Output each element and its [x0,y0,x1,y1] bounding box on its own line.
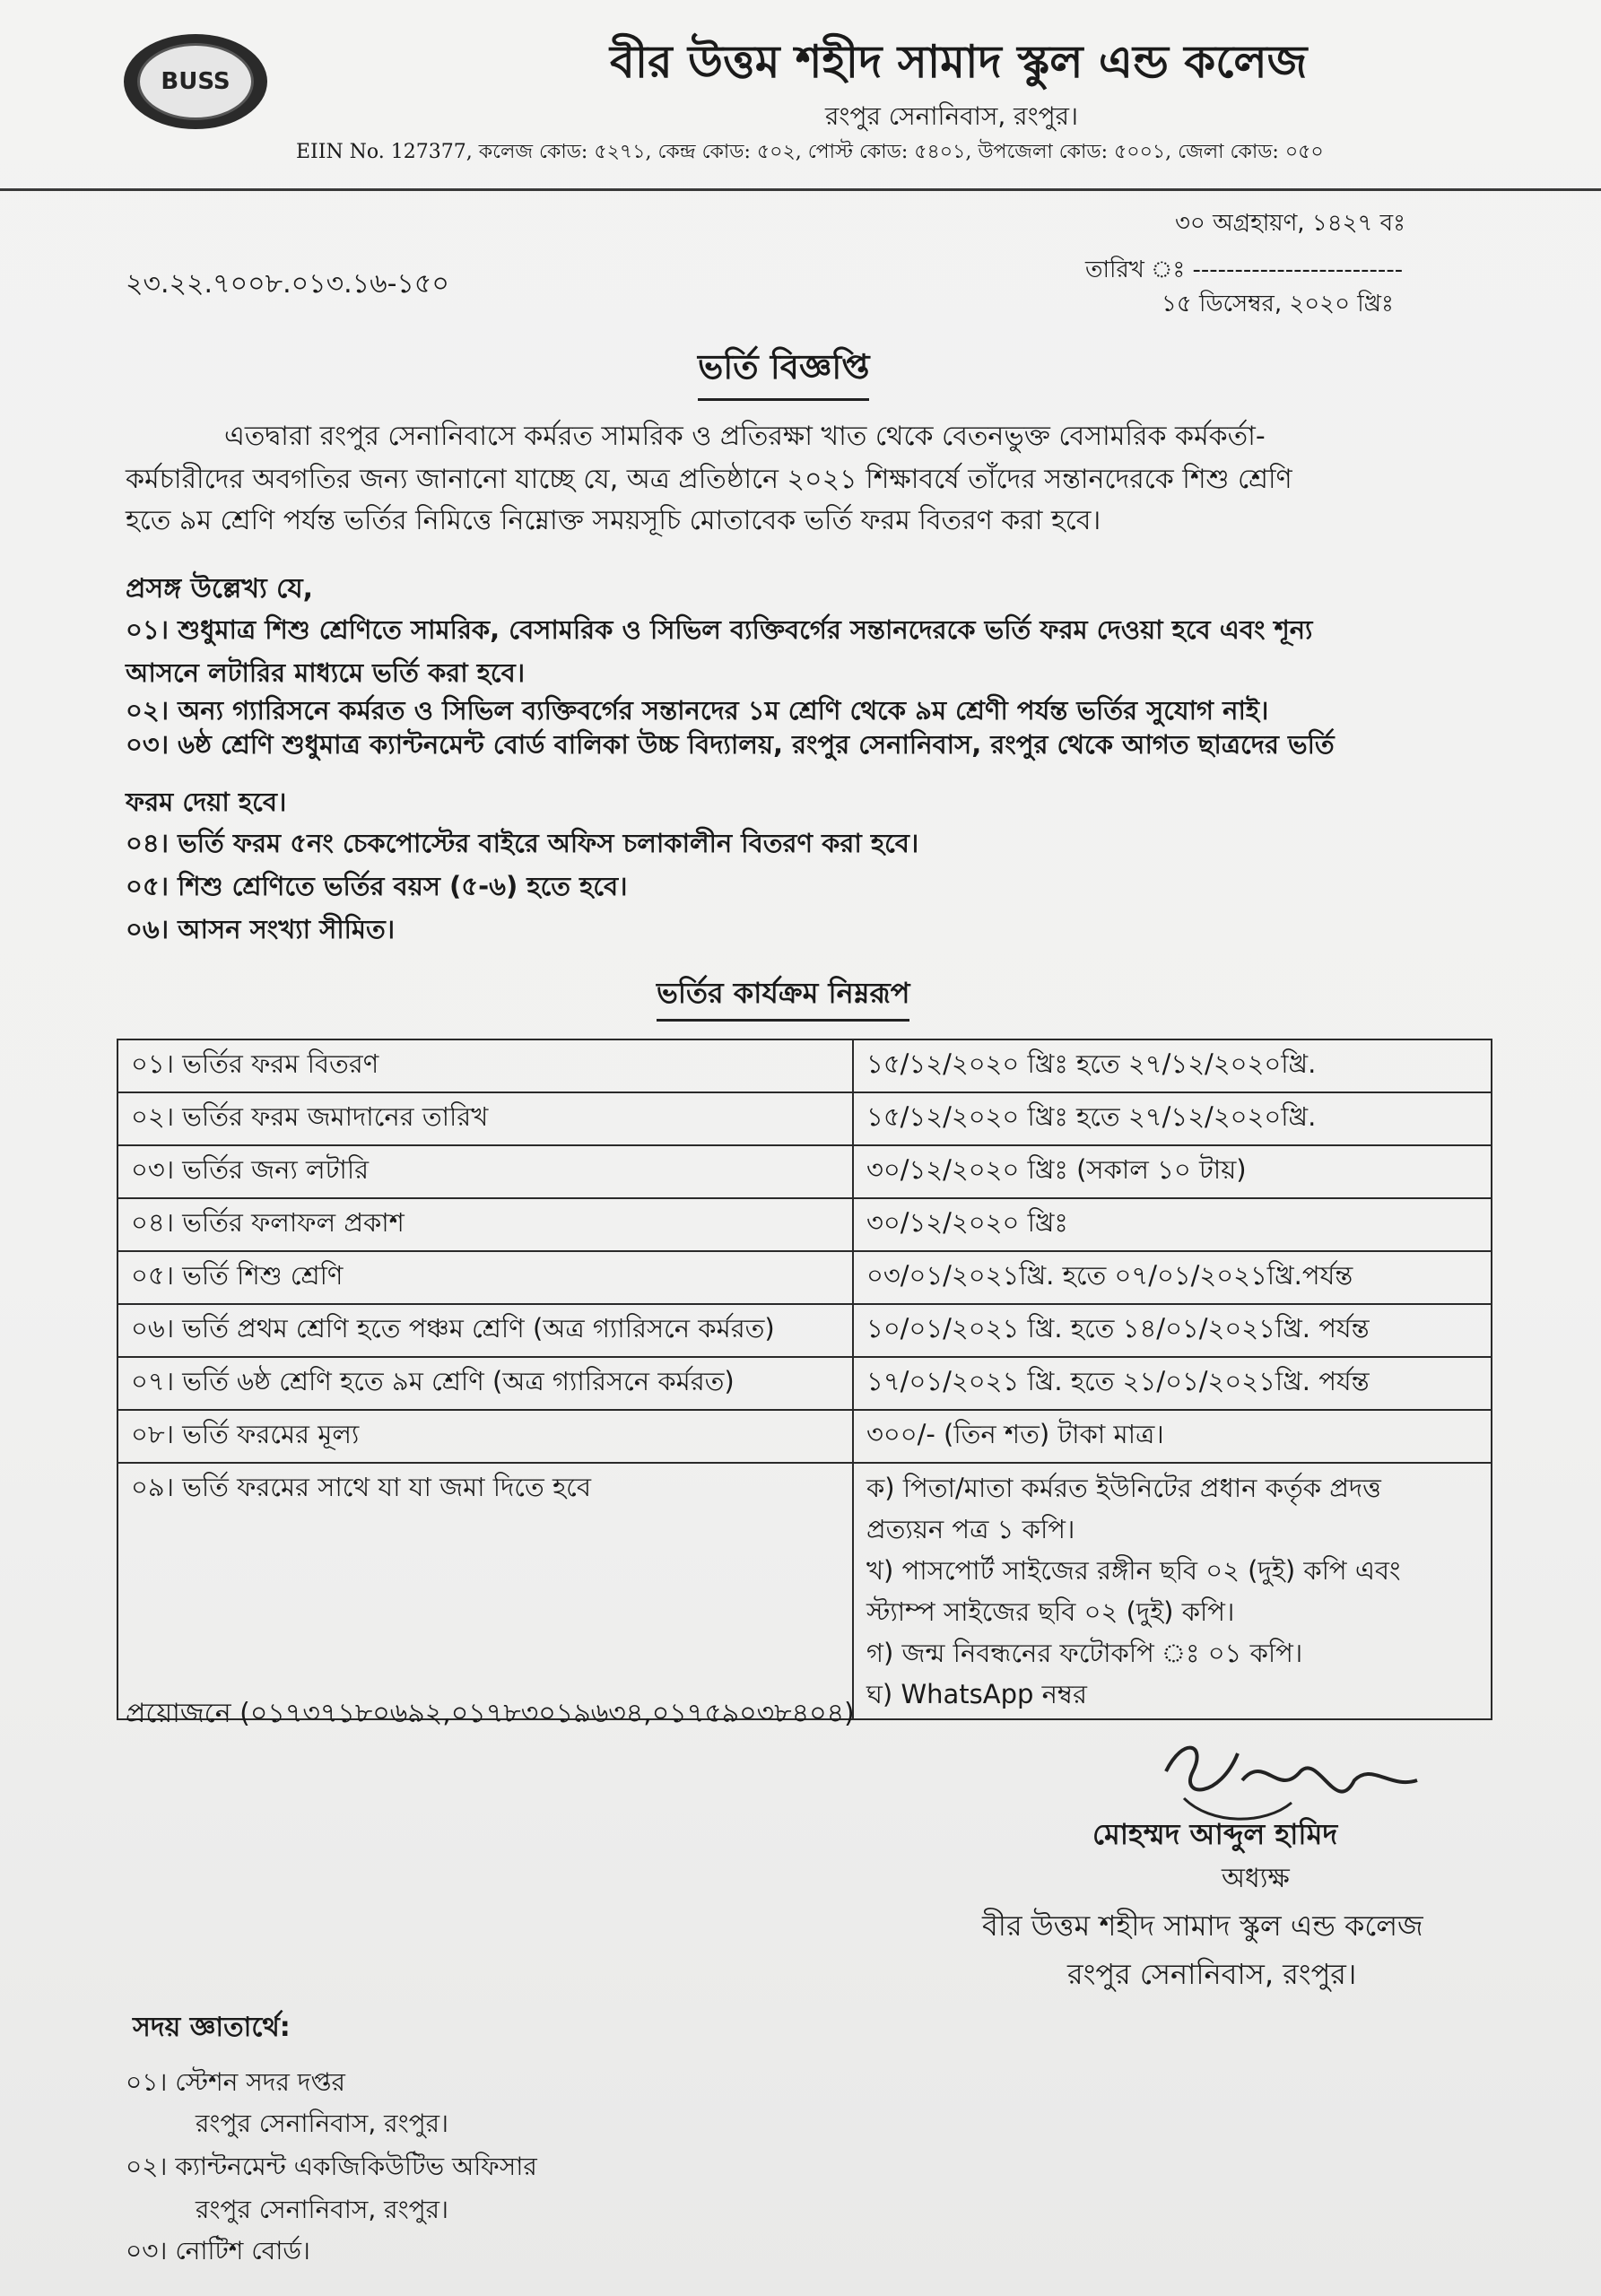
distribution-line: রংপুর সেনানিবাস, রংপুর। [196,2195,449,2224]
schedule-value: ১৭/০১/২০২১ খ্রি. হতে ২১/০১/২০২১খ্রি. পর্যন্ত [853,1357,1492,1410]
schedule-row [117,1145,1492,1198]
point-line: ০৬। আসন সংখ্যা সীমিত। [126,914,396,944]
date-bangla: ৩০ অগ্রহায়ণ, ১৪২৭ বঃ [1175,210,1405,237]
point-line: ০৪। ভর্তি ফরম ৫নং চেকপোস্টের বাইরে অফিস চলাকালীন বিতরণ করা হবে। [126,828,919,858]
header-divider [0,188,1601,191]
signatory-designation: অধ্যক্ষ [1222,1863,1290,1894]
schedule-item: ০৭। ভর্তি ৬ষ্ঠ শ্রেণি হতে ৯ম শ্রেণি (অত্র গ্যারিসনে কর্মরত) [117,1357,853,1410]
schedule-item: ০২। ভর্তির ফরম জমাদানের তারিখ [117,1092,853,1145]
point-line: ফরম দেয়া হবে। [126,787,287,817]
intro-line-3: হতে ৯ম শ্রেণি পর্যন্ত ভর্তির নিমিত্তে নিম্নোক্ত সময়সূচি মোতাবেক ভর্তি ফরম বিতরণ করা হবে। [126,505,1101,536]
distribution-line: ০১। স্টেশন সদর দপ্তর [126,2067,345,2097]
point-line: আসনে লটারির মাধ্যমে ভর্তি করা হবে। [126,657,526,688]
date-label: তারিখ ঃ ------------------------- [1085,257,1404,283]
schedule-row [117,1410,1492,1463]
notice-title: ভর্তি বিজ্ঞপ্তি [698,341,869,401]
documents-line: স্ট্যাম্প সাইজের ছবি ০২ (দুই) কপি। [866,1596,1235,1627]
schedule-item: ০৬। ভর্তি প্রথম শ্রেণি হতে পঞ্চম শ্রেণি (অত্র গ্যারিসনে কর্মরত) [117,1304,853,1357]
documents-line: ঘ) WhatsApp নম্বর [866,1679,1087,1709]
distribution-line: ০২। ক্যান্টনমেন্ট একজিকিউটিভ অফিসার [126,2152,537,2181]
logo-text: BUSS [161,68,231,95]
schedule-table [117,1039,1492,1720]
schedule-value: ৩০/১২/২০২০ খ্রিঃ (সকাল ১০ টায়) [853,1145,1492,1198]
date-english: ১৫ ডিসেম্বর, ২০২০ খ্রিঃ [1162,291,1394,317]
college-logo [124,34,267,129]
schedule-row [117,1039,1492,1092]
schedule-row [117,1198,1492,1251]
reference-number: ২৩.২২.৭০০৮.০১৩.১৬-১৫০ [126,268,449,300]
schedule-value: ১০/০১/২০২১ খ্রি. হতে ১৪/০১/২০২১খ্রি. পর্যন্ত [853,1304,1492,1357]
schedule-title: ভর্তির কার্যক্রম নিম্নরূপ [657,970,909,1022]
documents-line: প্রত্যয়ন পত্র ১ কপি। [866,1514,1075,1544]
schedule-row [117,1251,1492,1304]
institution-name: বীর উত্তম শহীদ সামাদ স্কুল এন্ড কলেজ [610,36,1308,88]
schedule-value: ০৩/০১/২০২১খ্রি. হতে ০৭/০১/২০২১খ্রি.পর্যন্ত [853,1251,1492,1304]
contact-numbers: প্রয়োজনে (০১৭৩৭১৮০৬৯২,০১৭৮৩০১৯৬৩৪,০১৭৫৯০৩৮৪০৪) [126,1698,855,1729]
point-line: ০৩। ৬ষ্ঠ শ্রেণি শুধুমাত্র ক্যান্টনমেন্ট বোর্ড বালিকা উচ্চ বিদ্যালয়, রংপুর সেনানিবাস, রংপুর থেকে আগত ছাত্রদের ভর্তি [126,729,1335,760]
schedule-item: ০৩। ভর্তির জন্য লটারি [117,1145,853,1198]
schedule-item: ০৫। ভর্তি শিশু শ্রেণি [117,1251,853,1304]
schedule-value: ১৫/১২/২০২০ খ্রিঃ হতে ২৭/১২/২০২০খ্রি. [853,1039,1492,1092]
intro-line-1: এতদ্বারা রংপুর সেনানিবাসে কর্মরত সামরিক ও প্রতিরক্ষা খাত থেকে বেতনভুক্ত বেসামরিক কর্মকর্তা- [224,421,1266,452]
point-line: ০১। শুধুমাত্র শিশু শ্রেণিতে সামরিক, বেসামরিক ও সিভিল ব্যক্তিবর্গের সন্তানদেরকে ভর্তি ফরম দেওয়া হবে এবং শূন্য [126,614,1313,645]
schedule-item: ০১। ভর্তির ফরম বিতরণ [117,1039,853,1092]
schedule-row [117,1304,1492,1357]
distribution-line: রংপুর সেনানিবাস, রংপুর। [196,2109,449,2138]
schedule-row [117,1357,1492,1410]
codes-line: EIIN No. 127377, কলেজ কোড: ৫২৭১, কেন্দ্র কোড: ৫০২, পোস্ট কোড: ৫৪০১, উপজেলা কোড: ৫০০১, জেলা কোড: ০৫০ [296,141,1324,163]
schedule-item: ০৮। ভর্তি ফরমের মূল্য [117,1410,853,1463]
logo-emblem-icon [137,43,254,120]
signatory-address: রংপুর সেনানিবাস, রংপুর। [1067,1957,1357,1991]
schedule-row-documents [117,1463,1492,1719]
documents-list [853,1463,1492,1719]
schedule-value: ৩০০/- (তিন শত) টাকা মাত্র। [853,1410,1492,1463]
schedule-row [117,1092,1492,1145]
schedule-item: ০৯। ভর্তি ফরমের সাথে যা যা জমা দিতে হবে [117,1463,853,1719]
signatory-name: মোহম্মদ আব্দুল হামিদ [1092,1817,1338,1851]
point-line: ০২। অন্য গ্যারিসনে কর্মরত ও সিভিল ব্যক্তিবর্গের সন্তানদের ১ম শ্রেণি থেকে ৯ম শ্রেণী পর্যন্ত ভর্তির সুযোগ নাই। [126,695,1269,726]
distribution-heading: সদয় জ্ঞাতার্থে: [133,2012,291,2043]
documents-line: গ) জন্ম নিবন্ধনের ফটোকপি ঃ ০১ কপি। [866,1638,1303,1668]
schedule-value: ৩০/১২/২০২০ খ্রিঃ [853,1198,1492,1251]
documents-line: ক) পিতা/মাতা কর্মরত ইউনিটের প্রধান কর্তৃক প্রদত্ত [866,1473,1381,1503]
schedule-item: ০৪। ভর্তির ফলাফল প্রকাশ [117,1198,853,1251]
schedule-value: ১৫/১২/২০২০ খ্রিঃ হতে ২৭/১২/২০২০খ্রি. [853,1092,1492,1145]
institution-address: রংপুর সেনানিবাস, রংপুর। [825,101,1079,131]
distribution-line: ০৩। নোটিশ বোর্ড। [126,2236,310,2266]
intro-line-2: কর্মচারীদের অবগতির জন্য জানানো যাচ্ছে যে, অত্র প্রতিষ্ঠানে ২০২১ শিক্ষাবর্ষে তাঁদের সন্তানদেরকে শিশু শ্রেণি [126,464,1292,495]
documents-line: খ) পাসপোর্ট সাইজের রঙ্গীন ছবি ০২ (দুই) কপি এবং [866,1555,1401,1586]
signatory-institution: বীর উত্তম শহীদ সামাদ স্কুল এন্ড কলেজ [982,1909,1423,1943]
context-heading: প্রসঙ্গ উল্লেখ্য যে, [126,573,314,604]
point-line: ০৫। শিশু শ্রেণিতে ভর্তির বয়স (৫-৬) হতে হবে। [126,871,628,901]
